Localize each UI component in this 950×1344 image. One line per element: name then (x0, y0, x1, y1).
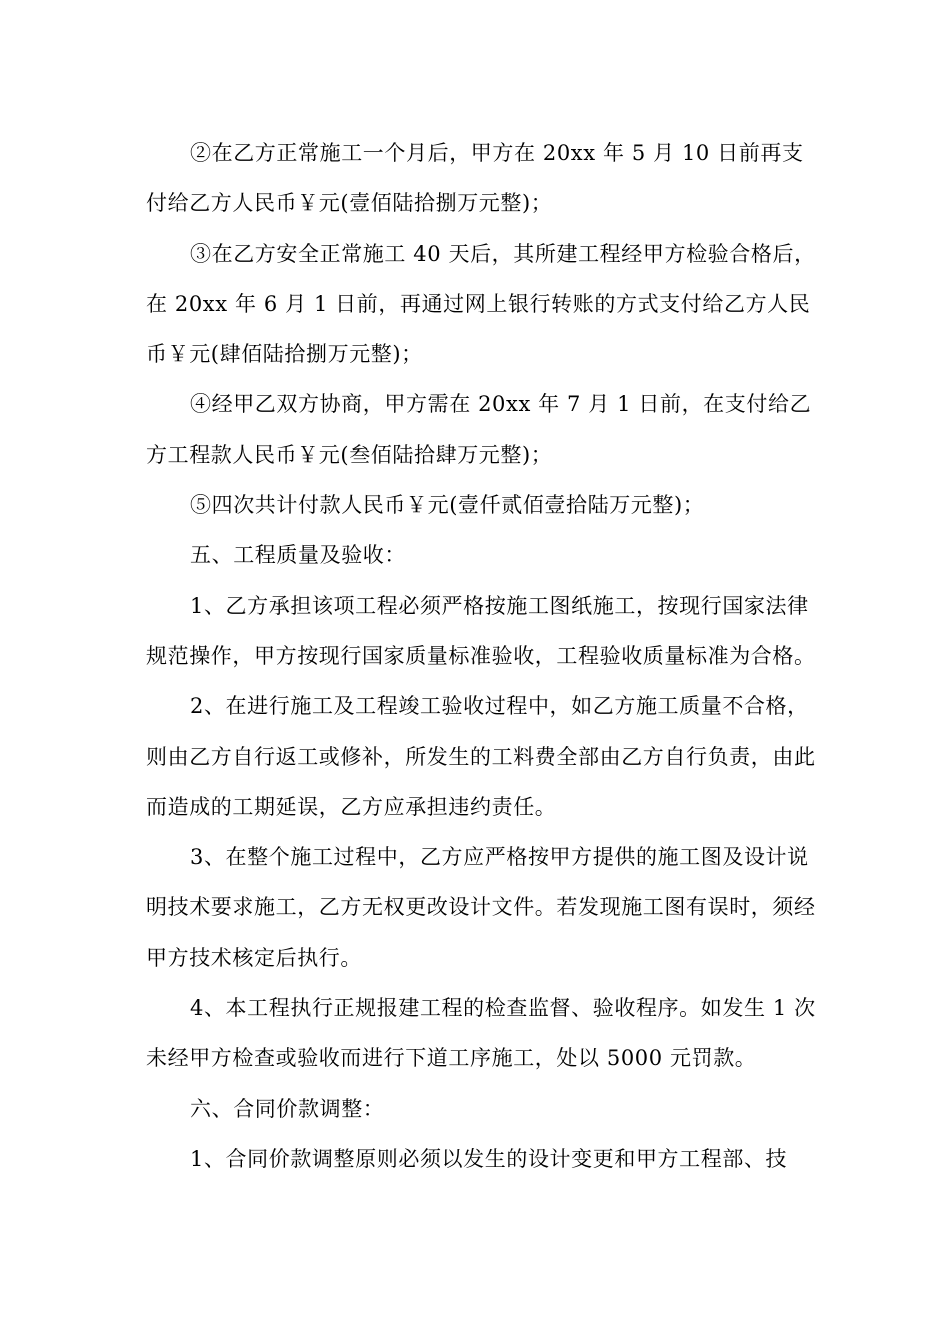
paragraph-payment-total: ⑤四次共计付款人民币￥元(壹仟贰佰壹拾陆万元整)； (190, 493, 705, 518)
section-heading-quality: 五、工程质量及验收： (190, 543, 406, 568)
paragraph-price-adjustment-1: 1、合同价款调整原则必须以发生的设计变更和甲方工程部、技 (190, 1146, 788, 1171)
paragraph-payment-3: ③在乙方安全正常施工 40 天后，其所建工程经甲方检验合格后，在 20xx 年 6 月 1 日前，再通过网上银行转账的方式支付给乙方人民币￥元(肆佰陆拾捌万元整)； (146, 241, 816, 367)
paragraph-quality-2: 2、在进行施工及工程竣工验收过程中，如乙方施工质量不合格，则由乙方自行返工或修补，所发生的工料费全部由乙方自行负责，由此而造成的工期延误，乙方应承担违约责任。 (146, 694, 816, 819)
paragraph-quality-1: 1、乙方承担该项工程必须严格按施工图纸施工，按现行国家法律规范操作，甲方按现行国家质量标准验收，工程验收质量标准为合格。 (146, 593, 816, 668)
paragraph-quality-3: 3、在整个施工过程中，乙方应严格按甲方提供的施工图及设计说明技术要求施工，乙方无权更改设计文件。若发现施工图有误时，须经甲方技术核定后执行。 (146, 845, 816, 970)
section-heading-price-adjustment: 六、合同价款调整： (190, 1096, 385, 1121)
paragraph-payment-4: ④经甲乙双方协商，甲方需在 20xx 年 7 月 1 日前，在支付给乙方工程款人民币￥元(叁佰陆拾肆万元整)； (146, 392, 812, 467)
paragraph-payment-2: ②在乙方正常施工一个月后，甲方在 20xx 年 5 月 10 日前再支付给乙方人民币￥元(壹佰陆拾捌万元整)； (146, 141, 804, 216)
document-body (146, 128, 816, 1184)
paragraph-quality-4: 4、本工程执行正规报建工程的检查监督、验收程序。如发生 1 次未经甲方检查或验收而进行下道工序施工，处以 5000 元罚款。 (146, 996, 816, 1071)
